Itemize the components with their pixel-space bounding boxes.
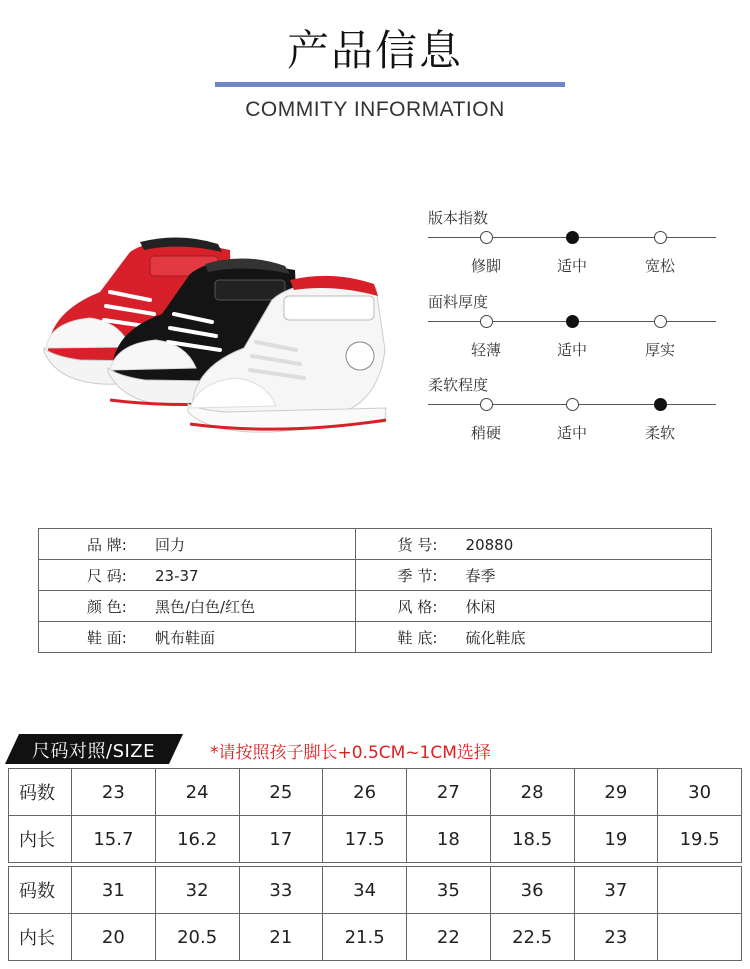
scale-dot <box>480 315 493 328</box>
scale-fit <box>428 207 718 277</box>
table-cell: 22.5 <box>490 914 574 961</box>
scale-dot <box>654 398 667 411</box>
spec-table <box>38 528 712 653</box>
size-note: *请按照孩子脚长+0.5CM~1CM选择 <box>210 743 491 763</box>
row-header: 码数 <box>9 867 72 914</box>
scale-option: 厚实 <box>644 341 675 359</box>
table-cell: 20 <box>72 914 156 961</box>
scale-softness <box>428 374 718 444</box>
spec-key: 鞋 底: <box>397 628 438 647</box>
scale-dot <box>566 315 579 328</box>
scale-dot <box>566 231 579 244</box>
spec-value: 20880 <box>465 535 514 554</box>
scale-option: 适中 <box>556 257 587 275</box>
table-cell: 30 <box>658 769 742 816</box>
table-row <box>39 560 712 591</box>
table-cell: 16.2 <box>155 816 239 863</box>
scale-dot <box>654 315 667 328</box>
scale-dot <box>566 398 579 411</box>
spec-key: 品 牌: <box>87 535 127 554</box>
row-header: 内长 <box>9 914 72 961</box>
spec-key: 颜 色: <box>87 597 127 616</box>
table-cell: 15.7 <box>72 816 156 863</box>
spec-value: 休闲 <box>465 597 496 616</box>
table-cell: 19.5 <box>658 816 742 863</box>
page-title: 产品信息 <box>286 26 463 75</box>
table-cell: 21 <box>239 914 323 961</box>
spec-value: 硫化鞋底 <box>465 628 526 647</box>
table-cell: 31 <box>72 867 156 914</box>
spec-value: 23-37 <box>155 566 199 585</box>
table-cell: 18 <box>407 816 491 863</box>
table-cell: 33 <box>239 867 323 914</box>
scale-dot <box>480 231 493 244</box>
scale-name: 版本指数 <box>428 209 489 227</box>
table-cell: 35 <box>407 867 491 914</box>
table-row <box>9 816 742 863</box>
scale-option: 修脚 <box>470 257 501 275</box>
spec-value: 春季 <box>465 566 496 585</box>
table-cell: 36 <box>490 867 574 914</box>
table-cell <box>658 914 742 961</box>
scale-name: 面料厚度 <box>428 293 489 311</box>
product-image <box>40 222 410 442</box>
spec-value: 帆布鞋面 <box>155 628 216 647</box>
table-cell <box>658 867 742 914</box>
table-cell: 25 <box>239 769 323 816</box>
table-cell: 22 <box>407 914 491 961</box>
table-cell: 18.5 <box>490 816 574 863</box>
scale-option: 稍硬 <box>470 424 501 442</box>
table-row <box>39 622 712 653</box>
scale-name: 柔软程度 <box>428 376 489 394</box>
scale-option: 宽松 <box>644 257 675 275</box>
spec-key: 尺 码: <box>87 566 127 585</box>
table-row <box>39 591 712 622</box>
scale-option: 轻薄 <box>470 341 501 359</box>
table-cell: 27 <box>407 769 491 816</box>
spec-key: 鞋 面: <box>87 628 127 647</box>
scale-option: 适中 <box>556 424 587 442</box>
table-cell: 21.5 <box>323 914 407 961</box>
table-cell: 17.5 <box>323 816 407 863</box>
row-header: 内长 <box>9 816 72 863</box>
table-row <box>39 529 712 560</box>
table-cell: 29 <box>574 769 658 816</box>
title-divider <box>215 82 565 87</box>
table-cell: 37 <box>574 867 658 914</box>
table-cell: 23 <box>72 769 156 816</box>
spec-value: 回力 <box>155 535 186 554</box>
table-cell: 17 <box>239 816 323 863</box>
size-table <box>8 866 742 961</box>
scale-thickness <box>428 291 718 361</box>
scale-option: 适中 <box>556 341 587 359</box>
table-cell: 23 <box>574 914 658 961</box>
spec-value: 黑色/白色/红色 <box>155 597 256 616</box>
spec-key: 季 节: <box>397 566 438 585</box>
spec-key: 货 号: <box>397 535 438 554</box>
page-subtitle: COMMITY INFORMATION <box>245 98 505 121</box>
table-row <box>9 867 742 914</box>
table-row <box>9 769 742 816</box>
table-cell: 34 <box>323 867 407 914</box>
table-cell: 32 <box>155 867 239 914</box>
table-cell: 28 <box>490 769 574 816</box>
table-cell: 26 <box>323 769 407 816</box>
spec-key: 风 格: <box>397 597 438 616</box>
table-row <box>9 914 742 961</box>
table-cell: 20.5 <box>155 914 239 961</box>
scale-dot <box>480 398 493 411</box>
row-header: 码数 <box>9 769 72 816</box>
table-cell: 24 <box>155 769 239 816</box>
size-table <box>8 768 742 863</box>
size-badge-label: 尺码对照/SIZE <box>32 741 156 762</box>
scale-dot <box>654 231 667 244</box>
table-cell: 19 <box>574 816 658 863</box>
scale-option: 柔软 <box>644 424 675 442</box>
